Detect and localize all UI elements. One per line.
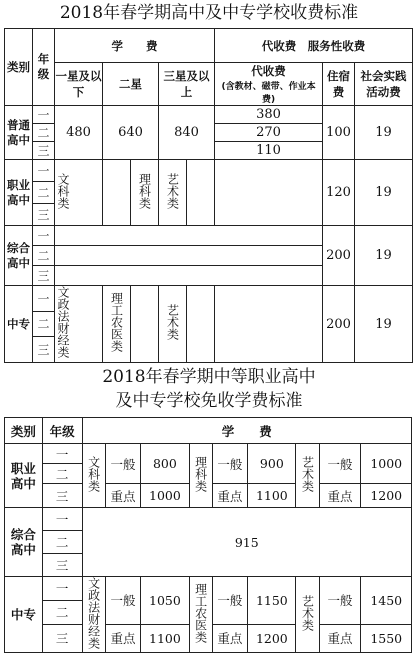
t2-zz-li-label: 理工农医类 [193,583,208,643]
zhiye-wenke-label: 文科类 [56,172,70,209]
grade-cell: 三 [42,624,82,653]
t2-zhiye-yishu-label: 艺术类 [300,456,315,492]
zz-lodging: 200 [323,286,355,363]
grade-cell: 一 [42,508,82,531]
zz-li-label: 理工农医类 [109,292,124,352]
putong-dai-1: 380 [215,106,323,124]
zz-wen-label: 文政法财经类 [56,286,70,358]
t2-zhiye-like-key: 1100 [248,484,296,508]
grade-cell: 三 [33,337,55,363]
fee-standard-table [4,28,413,363]
zz-li-blank [131,286,159,363]
t2-zz-wen [82,577,105,653]
grade-cell: 三 [42,484,82,508]
t2-general-label: 一般 [212,577,248,625]
grade-cell: 一 [42,577,82,601]
table1-title: 2018年春学期高中及中专学校收费标准 [59,3,359,23]
dai-fee-note: (含教材、磁带、作业本费) [221,82,316,105]
t2-zz-wen-label: 文政法财经类 [86,577,101,649]
zhiye-wenke [55,160,103,226]
grade-cell: 二 [33,246,55,266]
t2-zz-yishu [296,577,319,653]
t2-zhiye-like [189,444,212,508]
zz-wen [55,286,103,363]
grade-cell: 二 [42,600,82,624]
t2-general-label: 一般 [105,577,141,625]
t2-zonghe-label: 综合高中 [5,508,43,577]
zz-social: 19 [355,286,413,363]
t2-tuition-header: 学 费 [82,418,411,444]
putong-dai-2: 270 [215,124,323,142]
zhiye-yishu-blank [187,160,215,226]
putong-social: 19 [355,106,413,160]
zhiye-yishu-label: 艺术类 [165,172,180,209]
putong-star3: 840 [159,106,215,160]
tuition-exemption-table [4,417,412,653]
grade-cell: 一 [33,106,55,124]
t2-zz-yishu-label: 艺术类 [300,595,315,631]
grade-cell: 二 [42,464,82,484]
zhiye-like-label: 理科类 [137,172,152,209]
zhiye-social: 19 [355,160,413,226]
t2-zz-label: 中专 [5,577,43,653]
putong-dai-3: 110 [215,142,323,160]
t2-zhiye-label: 职业高中 [5,444,43,508]
star1-header: 一星及以下 [55,63,103,106]
grade-cell: 一 [42,444,82,464]
dai-fee-label: 代收费 [251,64,286,78]
putong-lodging: 100 [323,106,355,160]
star3-header: 三星及以上 [159,63,215,106]
t2-key-label: 重点 [212,484,248,508]
zz-yishu-label: 艺术类 [165,304,180,340]
grade-cell: 一 [33,160,55,182]
grade-header: 年级 [33,29,55,106]
grade-cell: 二 [33,124,55,142]
grade-cell: 一 [33,286,55,312]
zonghe-lodging: 200 [323,226,355,286]
t2-zhiye-like-label: 理科类 [193,456,208,492]
social-practice-header: 社会实践活动费 [355,63,413,106]
t2-general-label: 一般 [212,444,248,484]
t2-general-label: 一般 [105,444,141,484]
zz-yishu [159,286,187,363]
zonghe-fee-blank [55,226,323,246]
t2-zz-li-key: 1200 [248,624,296,653]
t2-zhiye-yishu-key: 1200 [361,484,412,508]
t2-grade-header: 年级 [42,418,82,444]
t2-zhiye-like-general: 900 [248,444,296,484]
t2-general-label: 一般 [319,444,361,484]
category-header: 类别 [5,29,33,106]
t2-key-label: 重点 [105,624,141,653]
zhongzhuan-label: 中专 [5,286,33,363]
tuition-header: 学 费 [55,29,215,63]
t2-zz-yishu-general: 1450 [361,577,412,625]
grade-cell: 三 [33,204,55,226]
zonghe-fee-blank [55,246,323,266]
zhiye-yishu [159,160,187,226]
t2-zhiye-wenke-general: 800 [141,444,189,484]
star2-header: 二星 [103,63,159,106]
t2-zz-wen-key: 1100 [141,624,189,653]
grade-cell: 一 [33,226,55,246]
zhiye-lodging: 120 [323,160,355,226]
t2-key-label: 重点 [212,624,248,653]
grade-cell: 二 [33,311,55,337]
zz-dai [215,286,323,363]
zonghe-social: 19 [355,226,413,286]
table2-title-line2: 及中专学校免收学费标准 [115,391,303,411]
zonghe-label: 综合高中 [5,226,33,286]
t2-key-label: 重点 [105,484,141,508]
t2-category-header: 类别 [5,418,43,444]
t2-zhiye-yishu [296,444,319,508]
grade-cell: 三 [33,266,55,286]
zonghe-fee-blank [55,266,323,286]
putong-star2: 640 [103,106,159,160]
grade-cell: 三 [33,142,55,160]
t2-zz-wen-general: 1050 [141,577,189,625]
grade-cell: 二 [42,531,82,554]
t2-key-label: 重点 [319,624,361,653]
grade-cell: 三 [42,554,82,577]
zhiye-wenke-blank [103,160,131,226]
t2-key-label: 重点 [319,484,361,508]
t2-zhiye-wenke-key: 1000 [141,484,189,508]
table2-title [0,365,418,417]
t2-zz-yishu-key: 1550 [361,624,412,653]
t2-zz-li [189,577,212,653]
dai-fee-header [215,63,323,106]
t2-zonghe-value: 915 [82,508,411,577]
putong-star1: 480 [55,106,103,160]
t2-zhiye-wenke-label: 文科类 [86,456,101,492]
other-fees-header: 代收费 服务性收费 [215,29,413,63]
grade-cell: 二 [33,182,55,204]
zhiye-label: 职业高中 [5,160,33,226]
zz-li [103,286,131,363]
zhiye-like [131,160,159,226]
t2-zz-li-general: 1150 [248,577,296,625]
t2-general-label: 一般 [319,577,361,625]
table2-title-line1: 2018年春学期中等职业高中 [102,367,316,387]
t2-zhiye-wenke [82,444,105,508]
putong-label: 普通高中 [5,106,33,160]
zhiye-dai [215,160,323,226]
lodging-header: 住宿费 [323,63,355,106]
zz-yishu-blank [187,286,215,363]
t2-zhiye-yishu-general: 1000 [361,444,412,484]
